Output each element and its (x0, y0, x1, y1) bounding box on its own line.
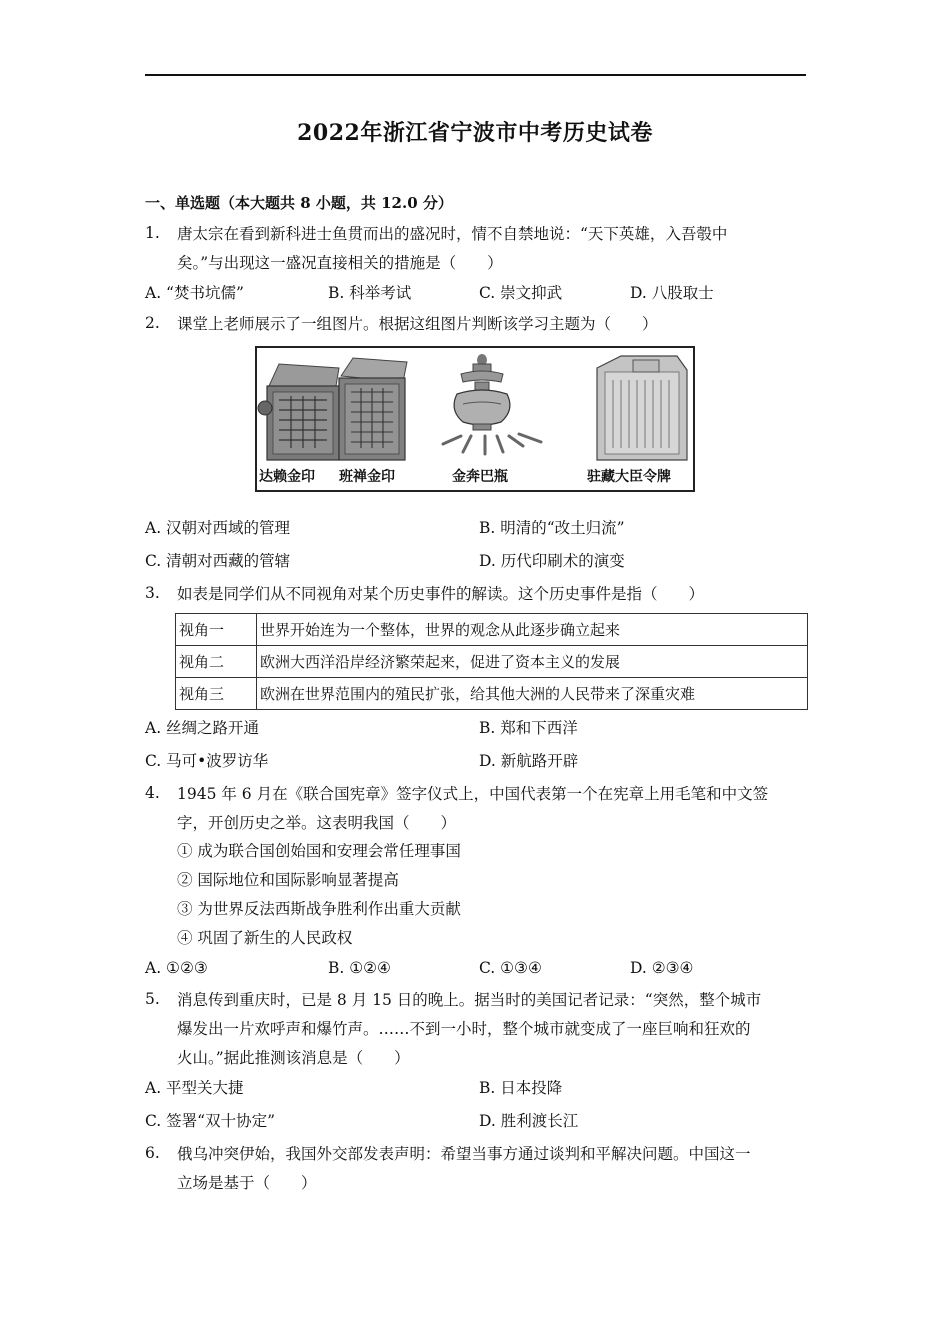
statement-item: ③ 为世界反法西斯战争胜利作出重大贡献 (177, 900, 461, 918)
question-text: 火山。”据此推测该消息是（ ） (177, 1049, 410, 1067)
question-number: 1. (145, 224, 160, 242)
option-c[interactable]: C. 崇文抑武 (479, 284, 563, 302)
seal-icon (258, 364, 339, 460)
question-text: 立场是基于（ ） (177, 1174, 317, 1192)
table-cell: 视角三 (176, 678, 257, 710)
statement-item: ④ 巩固了新生的人民政权 (177, 929, 353, 947)
figure-caption: 班禅金印 (339, 469, 395, 485)
option-c[interactable]: C. ①③④ (479, 959, 542, 977)
question-text: 课堂上老师展示了一组图片。根据这组图片判断该学习主题为（ ） (177, 315, 658, 333)
option-a[interactable]: A. 平型关大捷 (145, 1079, 244, 1097)
option-d[interactable]: D. 胜利渡长江 (479, 1112, 579, 1130)
question-text: 字，开创历史之举。这表明我国（ ） (177, 814, 457, 832)
question-text: 消息传到重庆时，已是 8 月 15 日的晚上。据当时的美国记者记录：“突然，整个城市 (177, 991, 762, 1009)
question-text: 矣。”与出现这一盛况直接相关的措施是（ ） (177, 254, 503, 272)
option-c[interactable]: C. 签署“双十协定” (145, 1112, 276, 1130)
figure-caption: 金奔巴瓶 (452, 469, 508, 485)
table-row (176, 614, 808, 646)
option-b[interactable]: B. 科举考试 (328, 284, 412, 302)
table-cell: 世界开始连为一个整体，世界的观念从此逐步确立起来 (257, 614, 808, 646)
option-a[interactable]: A. 汉朝对西域的管理 (145, 519, 291, 537)
question-number: 6. (145, 1144, 160, 1162)
option-c[interactable]: C. 清朝对西藏的管辖 (145, 552, 291, 570)
statement-item: ② 国际地位和国际影响显著提高 (177, 871, 399, 889)
option-b[interactable]: B. 日本投降 (479, 1079, 563, 1097)
question-text: 爆发出一片欢呼声和爆竹声。……不到一小时，整个城市就变成了一座巨响和狂欢的 (177, 1020, 751, 1038)
table-cell: 欧洲大西洋沿岸经济繁荣起来，促进了资本主义的发展 (257, 646, 808, 678)
option-a[interactable]: A. 丝绸之路开通 (145, 719, 260, 737)
option-d[interactable]: D. 八股取士 (630, 284, 714, 302)
option-d[interactable]: D. 新航路开辟 (479, 752, 579, 770)
question-text: 俄乌冲突伊始，我国外交部发表声明：希望当事方通过谈判和平解决问题。中国这一 (177, 1145, 751, 1163)
table-cell: 视角二 (176, 646, 257, 678)
perspective-table (175, 613, 808, 710)
question-text: 唐太宗在看到新科进士鱼贯而出的盛况时，情不自禁地说：“天下英雄，入吾彀中 (177, 225, 728, 243)
option-c[interactable]: C. 马可•波罗访华 (145, 752, 269, 770)
question-number: 2. (145, 314, 160, 332)
figure-caption: 驻藏大臣令牌 (587, 469, 671, 485)
option-a[interactable]: A. ①②③ (145, 959, 208, 977)
table-row (176, 646, 808, 678)
section-heading: 一、单选题（本大题共 8 小题，共 12.0 分） (145, 194, 453, 212)
question-number: 3. (145, 584, 160, 602)
document-title: 2022年浙江省宁波市中考历史试卷 (297, 120, 653, 146)
option-a[interactable]: A. “焚书坑儒” (145, 284, 244, 302)
question-number: 4. (145, 784, 160, 802)
option-b[interactable]: B. 郑和下西洋 (479, 719, 578, 737)
artifact-figure (255, 346, 695, 492)
header-rule (145, 74, 806, 76)
question-number: 5. (145, 990, 160, 1008)
seal-icon (339, 358, 407, 460)
golden-urn-icon (443, 354, 541, 454)
figure-caption: 达赖金印 (259, 469, 315, 485)
table-row (176, 678, 808, 710)
question-text: 1945 年 6 月在《联合国宪章》签字仪式上，中国代表第一个在宪章上用毛笔和中文签 (177, 785, 769, 803)
question-text: 如表是同学们从不同视角对某个历史事件的解读。这个历史事件是指（ ） (177, 585, 705, 603)
table-cell: 欧洲在世界范围内的殖民扩张，给其他大洲的人民带来了深重灾难 (257, 678, 808, 710)
option-b[interactable]: B. 明清的“改土归流” (479, 519, 625, 537)
statement-item: ① 成为联合国创始国和安理会常任理事国 (177, 842, 461, 860)
token-tablet-icon (597, 356, 687, 460)
table-cell: 视角一 (176, 614, 257, 646)
option-d[interactable]: D. ②③④ (630, 959, 694, 977)
option-b[interactable]: B. ①②④ (328, 959, 391, 977)
option-d[interactable]: D. 历代印刷术的演变 (479, 552, 625, 570)
